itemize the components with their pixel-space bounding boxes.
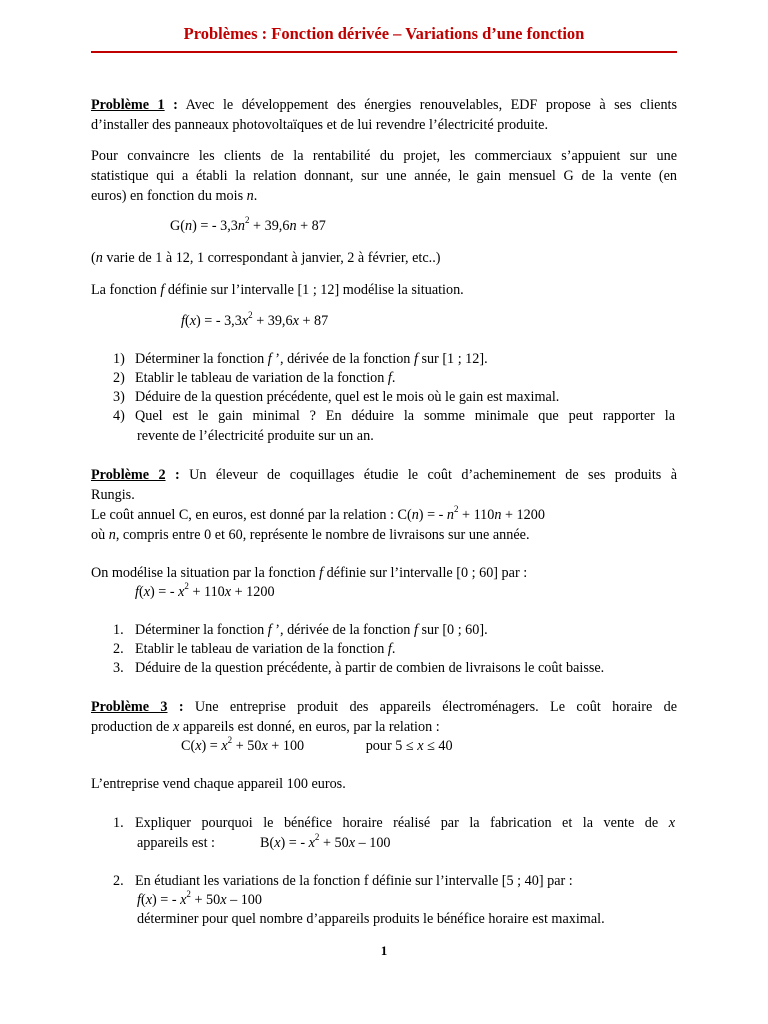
fc-var: x	[195, 738, 202, 754]
p1-q2-v: f	[387, 370, 392, 386]
p2ff-tail: + 1200	[231, 584, 275, 600]
p1-para2-line-3	[91, 186, 677, 206]
p3-intro2-post: appareils est donné, en euros, par la relation :	[179, 719, 440, 735]
p2-model-pre: On modélise la situation par la fonction	[91, 565, 320, 581]
p1-var-n: n	[246, 188, 254, 204]
p2-q2-post: .	[391, 641, 396, 657]
p1-q3-num: 3)	[113, 389, 125, 405]
p2-cost-exp: 2	[453, 504, 459, 515]
p3-q2-formula	[137, 890, 677, 910]
p2-model-post: définie sur l’intervalle [0 ; 60] par :	[323, 565, 528, 581]
b-lhs: B(	[260, 835, 275, 851]
p2-q2-num: 2.	[113, 641, 124, 657]
p1-question-1	[113, 349, 677, 369]
p2-model-v: f	[319, 565, 324, 581]
p2ff-rest: + 110	[188, 584, 225, 600]
p3f-exp: 2	[186, 889, 191, 900]
p2-cost-tail: + 1200	[501, 507, 545, 523]
p3f-lhs: f	[137, 892, 141, 908]
p1-q1-post: sur [1 ; 12].	[417, 351, 488, 367]
fc-exp: 2	[227, 735, 233, 746]
ff-open: (	[184, 313, 190, 329]
p1-para2-line-1: Pour convaincre les clients de la rentabilité du projet, les commerciaux s’appuient sur une	[91, 148, 677, 164]
p3-q2-num: 2.	[113, 873, 124, 889]
p3-intro-line-1	[91, 697, 677, 717]
p1-q1-pre: Déterminer la fonction	[135, 351, 268, 367]
p2-cost-relation	[91, 505, 677, 525]
p2ff-open: (	[138, 584, 144, 600]
p3-q2-text1: En étudiant les variations de la fonction f définie sur l’intervalle [5 ; 40] par :	[135, 873, 573, 889]
ff-var2: x	[241, 313, 249, 329]
p1-label: Problème 1	[91, 97, 165, 113]
p1-intro-text-1: Avec le développement des énergies renouvelables, EDF propose à ses clients	[185, 97, 678, 113]
p2ff-exp: 2	[184, 581, 189, 592]
p2ff-mid: ) = -	[150, 584, 179, 600]
p2-intro-line-1	[91, 465, 677, 485]
page-title: Problèmes : Fonction dérivée – Variations d’une fonction	[183, 24, 585, 43]
ff-lhs: f	[181, 313, 185, 329]
ff-exp: 2	[248, 310, 253, 321]
p3-q1-text1: Expliquer pourquoi le bénéfice horaire réalisé par la fabrication et la vente de	[135, 815, 669, 831]
p3-intro2-v: x	[172, 719, 180, 735]
p2-where-post: , compris entre 0 et 60, représente le nombre de livraisons sur une année.	[115, 527, 530, 543]
p2-intro-text-1: Un éleveur de coquillages étudie le coût d’acheminement de ses produits à	[189, 467, 678, 483]
p1-question-2	[113, 368, 677, 388]
range-open: (	[91, 250, 96, 266]
p2-label-colon: :	[165, 467, 180, 483]
p1-formula-g	[170, 216, 570, 236]
p3-q1-v: x	[668, 815, 675, 831]
p1-range-note	[91, 248, 677, 268]
b-rest: + 50	[319, 835, 349, 851]
p2-cost-mid: ) = -	[418, 507, 447, 523]
p2-question-2	[113, 639, 677, 659]
ff-var3: x	[292, 313, 299, 329]
range-var: n	[95, 250, 103, 266]
page-number: 1	[380, 943, 388, 958]
b-var: x	[274, 835, 281, 851]
p1-func-intro	[91, 280, 677, 300]
fc-var2: x	[221, 738, 228, 754]
p2ff-var: x	[143, 584, 150, 600]
p2ff-var3: x	[224, 584, 232, 600]
p2-q2-v: f	[387, 641, 392, 657]
p3f-tail: – 100	[226, 892, 262, 908]
p2-q1-v1: f	[267, 622, 272, 638]
fg-lhs: G(	[170, 218, 185, 234]
p2-cost-v2: n	[446, 507, 454, 523]
p3-question-1-cont	[137, 833, 677, 853]
p3-question-1	[113, 813, 677, 833]
fc-rest: + 50	[232, 738, 262, 754]
fc-cond-pre: pour 5 ≤	[365, 738, 418, 754]
fg-tail: + 87	[296, 218, 326, 234]
b-var3: x	[348, 835, 356, 851]
p1-para2-text: euros) en fonction du mois	[91, 188, 247, 204]
p3-question-2	[113, 871, 677, 891]
p3-intro-text-1: Une entreprise produit des appareils électroménagers. Le coût horaire de	[194, 699, 678, 715]
p2-cost-rest: + 110	[458, 507, 495, 523]
p3f-open: (	[140, 892, 146, 908]
fg-var2: n	[237, 218, 245, 234]
p2-question-3	[113, 658, 677, 678]
p1-label-colon: :	[164, 97, 178, 113]
ff-var: x	[189, 313, 196, 329]
range-text: varie de 1 à 12, 1 correspondant à janvier, 2 à février, etc..)	[102, 250, 441, 266]
p3-formula-c	[181, 736, 601, 756]
p2-model	[91, 563, 677, 583]
fc-tail: + 100	[267, 738, 305, 754]
p3f-rest: + 50	[190, 892, 221, 908]
p2ff-lhs: f	[135, 584, 139, 600]
p1-intro-line-1	[91, 95, 677, 115]
p2-where-v: n	[108, 527, 116, 543]
p1-q1-num: 1)	[113, 351, 125, 367]
p2-q3-text: Déduire de la question précédente, à partir de combien de livraisons le coût baisse.	[135, 660, 605, 676]
p1-q1-v2: f	[413, 351, 418, 367]
fi-post: définie sur l’intervalle [1 ; 12] modélise la situation.	[164, 282, 464, 298]
p2-q2-pre: Etablir le tableau de variation de la fonction	[135, 641, 388, 657]
ff-tail: + 87	[298, 313, 329, 329]
fc-mid: ) =	[201, 738, 222, 754]
fg-exp: 2	[245, 215, 250, 226]
fg-var3: n	[289, 218, 297, 234]
p1-question-4-cont: revente de l’électricité produite sur un an.	[137, 428, 374, 444]
p2-q1-pre: Déterminer la fonction	[135, 622, 268, 638]
p3-label-colon: :	[167, 699, 184, 715]
p3f-var3: x	[220, 892, 227, 908]
p2-label: Problème 2	[91, 467, 166, 483]
p2-formula-f	[135, 582, 535, 602]
p1-q1-mid: ’, dérivée de la fonction	[271, 351, 414, 367]
fi-pre: La fonction	[91, 282, 161, 298]
p1-q3-text: Déduire de la question précédente, quel est le mois où le gain est maximal.	[135, 389, 560, 405]
p1-q2-pre: Etablir le tableau de variation de la fonction	[135, 370, 388, 386]
p2ff-var2: x	[178, 584, 185, 600]
p2-q1-post: sur [0 ; 60].	[417, 622, 488, 638]
fc-cond-post: ≤ 40	[423, 738, 453, 754]
p3-q1-text2: appareils est :	[137, 835, 216, 851]
p3f-var: x	[145, 892, 152, 908]
b-mid: ) = -	[280, 835, 309, 851]
p3f-var2: x	[180, 892, 187, 908]
p1-question-4	[113, 406, 677, 426]
p2-q1-num: 1.	[113, 622, 124, 638]
p1-para2-end: .	[253, 188, 258, 204]
fg-mid: ) = - 3,3	[192, 218, 238, 234]
fc-lhs: C(	[181, 738, 196, 754]
p2-where-pre: où	[91, 527, 109, 543]
p3-label: Problème 3	[91, 699, 168, 715]
p1-intro-line-2: d’installer des panneaux photovoltaïques et de lui revendre l’électricité produite.	[91, 117, 548, 133]
p3-intro2-pre: production de	[91, 719, 173, 735]
ff-rest: + 39,6	[252, 313, 293, 329]
p2-where	[91, 525, 677, 545]
fc-cond-v: x	[417, 738, 424, 754]
fi-var: f	[160, 282, 165, 298]
p3-q2-cont: déterminer pour quel nombre d’appareils produits le bénéfice horaire est maximal.	[137, 911, 605, 927]
fg-rest: + 39,6	[249, 218, 290, 234]
p2-question-1	[113, 620, 677, 640]
p1-question-3	[113, 387, 677, 407]
p2-q1-mid: ’, dérivée de la fonction	[271, 622, 414, 638]
ff-mid: ) = - 3,3	[196, 313, 242, 329]
p3-q1-line1	[135, 813, 675, 833]
p2-q3-num: 3.	[113, 660, 124, 676]
b-tail: – 100	[355, 835, 391, 851]
p2-intro-line-2: Rungis.	[91, 487, 135, 503]
p2-cost-v1: n	[411, 507, 419, 523]
title-underline	[91, 51, 677, 53]
p3-sell: L’entreprise vend chaque appareil 100 euros.	[91, 776, 346, 792]
p1-q2-num: 2)	[113, 370, 125, 386]
fc-var3: x	[261, 738, 268, 754]
p1-q1-v1: f	[267, 351, 272, 367]
p1-formula-f	[181, 311, 581, 331]
p1-q4-text1: Quel est le gain minimal ? En déduire la somme minimale que peut rapporter la	[135, 408, 675, 424]
p1-para2-line-2: statistique qui a établi la relation donnant, sur une année, le gain mensuel G de la vente (en	[91, 168, 677, 184]
fg-var: n	[184, 218, 193, 234]
p1-q2-post: .	[391, 370, 396, 386]
p1-q4-num: 4)	[113, 408, 125, 424]
p3f-mid: ) = -	[152, 892, 181, 908]
p3-q1-num: 1.	[113, 815, 124, 831]
b-var2: x	[308, 835, 315, 851]
p2-q1-v2: f	[413, 622, 418, 638]
p2-cost-pre: Le coût annuel C, en euros, est donné par la relation : C(	[91, 507, 412, 523]
p2-cost-v3: n	[494, 507, 502, 523]
p3-intro-line-2	[91, 717, 677, 737]
b-exp: 2	[314, 832, 320, 843]
